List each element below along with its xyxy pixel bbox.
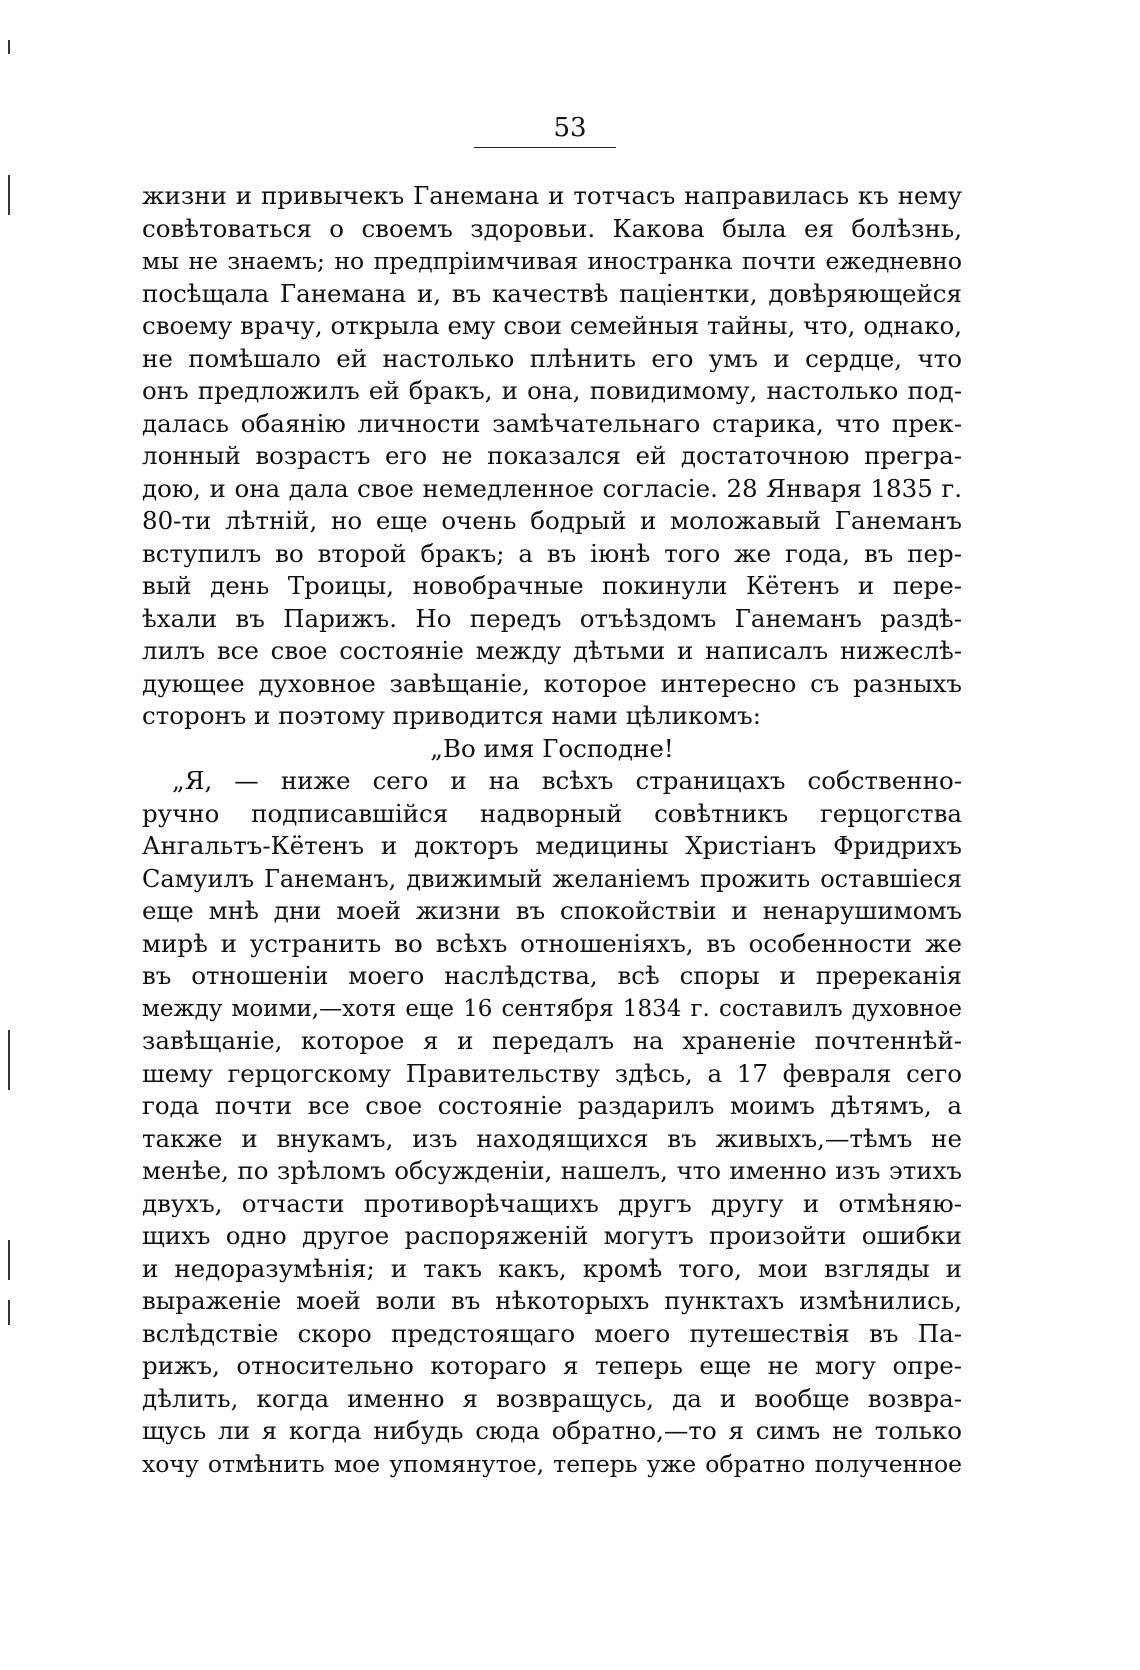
text-line: вый день Троицы, новобрачные покинули Кётенъ и пере-: [142, 571, 962, 600]
text-line: лонный возрастъ его не показался ей достаточною прегра-: [142, 441, 962, 470]
text-line: и недоразумѣнія; и такъ какъ, кромѣ того, мои взгляды и: [142, 1253, 962, 1283]
text-line: щихъ одно другое распоряженій могутъ произойти ошибки: [142, 1221, 962, 1250]
text-line: года почти все свое состояніе раздарилъ моимъ дѣтямъ, а: [142, 1091, 962, 1120]
text-line: шему герцогскому Правительству здѣсь, а 17 февраля сего: [142, 1058, 962, 1088]
text-line: щусь ли я когда нибудь сюда обратно,—то я симъ не только: [142, 1416, 962, 1445]
text-line: мирѣ и устранить во всѣхъ отношеніяхъ, въ особенности же: [142, 928, 962, 958]
text-line: Самуилъ Ганеманъ, движимый желаніемъ прожить оставшіеся: [142, 864, 962, 893]
text-line: своему врачу, открыла ему свои семейныя тайны, что, однако,: [142, 311, 962, 340]
text-line: дою, и она дала свое немедленное согласіе. 28 Января 1835 г.: [142, 473, 962, 503]
scan-mark: [8, 1300, 10, 1325]
text-line: вступилъ во второй бракъ; а въ іюнѣ того же года, въ пер-: [142, 538, 962, 568]
text-line: между моими,—хотя еще 16 сентября 1834 г. составилъ духовное: [142, 995, 962, 1022]
text-line: сторонъ и поэтому приводится нами цѣликомъ:: [142, 701, 761, 730]
text-line: посѣщала Ганемана и, въ качествѣ паціентки, довѣряющейся: [142, 278, 962, 308]
text-line: „Я, — ниже сего и на всѣхъ страницахъ собственно-: [172, 766, 962, 795]
text-line: не помѣшало ей настолько плѣнить его умъ и сердце, что: [142, 343, 962, 373]
text-line: мы не знаемъ; но предпріимчивая иностранка почти ежедневно: [142, 247, 962, 275]
text-line: жизни и привычекъ Ганемана и тотчасъ направилась къ нему: [142, 181, 962, 210]
text-line: 80-ти лѣтній, но еще очень бодрый и моложавый Ганеманъ: [142, 506, 962, 535]
scan-mark: [8, 1240, 10, 1280]
text-line: далась обаянію личности замѣчательнаго старика, что прек-: [142, 408, 962, 438]
text-line: рижъ, относительно котораго я теперь еще не могу опре-: [142, 1351, 962, 1380]
text-line: вслѣдствіе скоро предстоящаго моего путешествія въ Па-: [142, 1318, 962, 1348]
text-line: ручно подписавшійся надворный совѣтникъ герцогства: [142, 798, 962, 828]
scan-mark: [8, 175, 10, 215]
text-line: двухъ, отчасти противорѣчащихъ другъ другу и отмѣняю-: [142, 1188, 962, 1218]
text-line: дующее духовное завѣщаніе, которое интересно съ разныхъ: [142, 668, 962, 698]
body-text: [142, 180, 962, 1480]
scan-mark: [8, 1030, 10, 1090]
text-line: хочу отмѣнить мое упомянутое, теперь уже обратно полученное: [142, 1449, 962, 1478]
text-line: онъ предложилъ ей бракъ, и она, повидимому, настолько под-: [142, 376, 962, 405]
page-number: 53: [553, 113, 587, 143]
text-line: Ангальтъ-Кётенъ и докторъ медицины Христіанъ Фридрихъ: [142, 831, 962, 860]
scan-mark: [8, 40, 10, 54]
text-line: дѣлить, когда именно я возвращусь, да и вообще возвра-: [142, 1383, 962, 1413]
text-line: совѣтоваться о своемъ здоровьи. Какова была ея болѣзнь,: [142, 213, 962, 243]
text-line: также и внукамъ, изъ находящихся въ живыхъ,—тѣмъ не: [142, 1123, 962, 1153]
section-heading: „Во имя Господне!: [430, 733, 674, 763]
text-line: выраженіе моей воли въ нѣкоторыхъ пунктахъ измѣнились,: [142, 1286, 962, 1315]
text-line: ѣхали въ Парижъ. Но передъ отъѣздомъ Ганеманъ раздѣ-: [142, 603, 962, 633]
text-line: въ отношеніи моего наслѣдства, всѣ споры и пререканія: [142, 961, 962, 990]
text-line: менѣе, по зрѣломъ обсужденіи, нашелъ, что именно изъ этихъ: [142, 1156, 962, 1185]
page-number-rule: [474, 147, 616, 148]
text-line: еще мнѣ дни моей жизни въ спокойствіи и ненарушимомъ: [142, 896, 962, 925]
text-line: завѣщаніе, которое я и передалъ на храненіе почтеннѣй-: [142, 1026, 962, 1055]
text-line: лилъ все свое состояніе между дѣтьми и написалъ нижеслѣ-: [142, 636, 962, 665]
